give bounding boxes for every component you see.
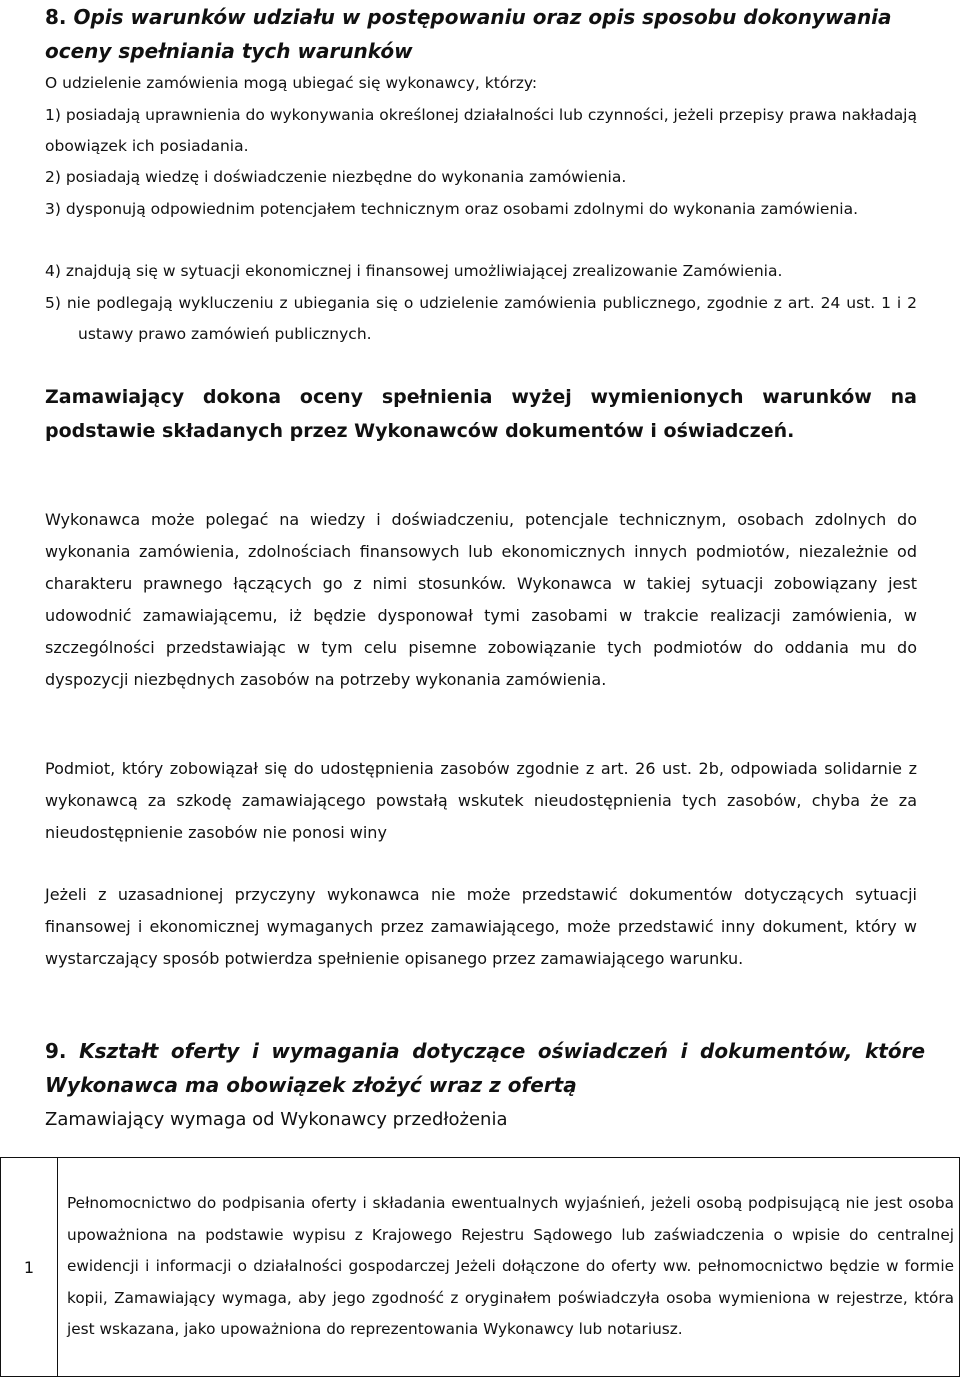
paragraph-other-document: Jeżeli z uzasadnionej przyczyny wykonawca nie może przedstawić dokumentów dotyczących sytuacji finansowej i ekonomicznej wymaganych przez zamawiającego, może przedstawić inny dokument, który w wystarczający sposób potwierdza spełnienie opisanego przez zamawiającego warunku. xyxy=(45,885,917,968)
section-9-heading xyxy=(45,1034,925,1102)
row-number: 1 xyxy=(1,1158,58,1377)
section-8-heading xyxy=(45,0,925,68)
requirements-table xyxy=(0,1157,960,1377)
section-8-number: 8. xyxy=(45,5,67,29)
condition-item-2: 2) posiadają wiedzę i doświadczenie niezbędne do wykonania zamówienia. xyxy=(45,168,627,186)
paragraph-resources: Wykonawca może polegać na wiedzy i doświadczeniu, potencjale technicznym, osobach zdolnych do wykonania zamówienia, zdolnościach finansowych lub ekonomicznych innych podmiotów, niezależnie od charakteru prawnego łączących go z nimi stosunków. Wykonawca w takiej sytuacji zobowiązany jest udowodnić zamawiającemu, iż będzie dysponował tymi zasobami w trakcie realizacji zamówienia, w szczególności przedstawiając w tym celu pisemne zobowiązanie tych podmiotów do oddania mu do dyspozycji niezbędnych zasobów na potrzeby wykonania zamówienia. xyxy=(45,510,917,689)
row-text: Pełnomocnictwo do podpisania oferty i składania ewentualnych wyjaśnień, jeżeli osobą podpisującą nie jest osoba upoważniona na podstawie wypisu z Krajowego Rejestru Sądowego lub zaświadczenia o wpisie do centralnej ewidencji i informacji o działalności gospodarczej Jeżeli dołączone do oferty ww. pełnomocnictwo będzie w formie kopii, Zamawiający wymaga, aby jego zgodność z oryginałem poświadczyła osoba wymieniona w rejestrze, która jest wskazana, jako upoważniona do reprezentowania Wykonawcy lub notariusz. xyxy=(58,1158,960,1377)
section-9-intro: Zamawiający wymaga od Wykonawcy przedłożenia xyxy=(45,1109,508,1130)
assessment-statement: Zamawiający dokona oceny spełnienia wyżej wymienionych warunków na podstawie składanych przez Wykonawców dokumentów i oświadczeń. xyxy=(45,386,917,442)
condition-item-1: 1) posiadają uprawnienia do wykonywania określonej działalności lub czynności, jeżeli przepisy prawa nakładają obowiązek ich posiadania. xyxy=(45,106,917,155)
section-8-title: Opis warunków udziału w postępowaniu oraz opis sposobu dokonywania oceny spełniania tych warunków xyxy=(45,5,892,63)
paragraph-liability: Podmiot, który zobowiązał się do udostępnienia zasobów zgodnie z art. 26 ust. 2b, odpowiada solidarnie z wykonawcą za szkodę zamawiającego powstałą wskutek nieudostępnienia tych zasobów, chyba że za nieudostępnienie zasobów nie ponosi winy xyxy=(45,759,917,842)
section-9-number: 9. xyxy=(45,1039,67,1063)
condition-item-3: 3) dysponują odpowiednim potencjałem technicznym oraz osobami zdolnymi do wykonania zamówienia. xyxy=(45,200,859,218)
section-9-title: Kształt oferty i wymagania dotyczące oświadczeń i dokumentów, które Wykonawca ma obowiązek złożyć wraz z ofertą xyxy=(45,1039,926,1097)
table-row xyxy=(1,1158,960,1377)
section-8-intro: O udzielenie zamówienia mogą ubiegać się wykonawcy, którzy: xyxy=(45,74,538,92)
condition-item-5: 5) nie podlegają wykluczeniu z ubiegania się o udzielenie zamówienia publicznego, zgodnie z art. 24 ust. 1 i 2 ustawy prawo zamówień publicznych. xyxy=(45,294,917,343)
condition-item-4: 4) znajdują się w sytuacji ekonomicznej i finansowej umożliwiającej zrealizowanie Zamówienia. xyxy=(45,262,783,280)
